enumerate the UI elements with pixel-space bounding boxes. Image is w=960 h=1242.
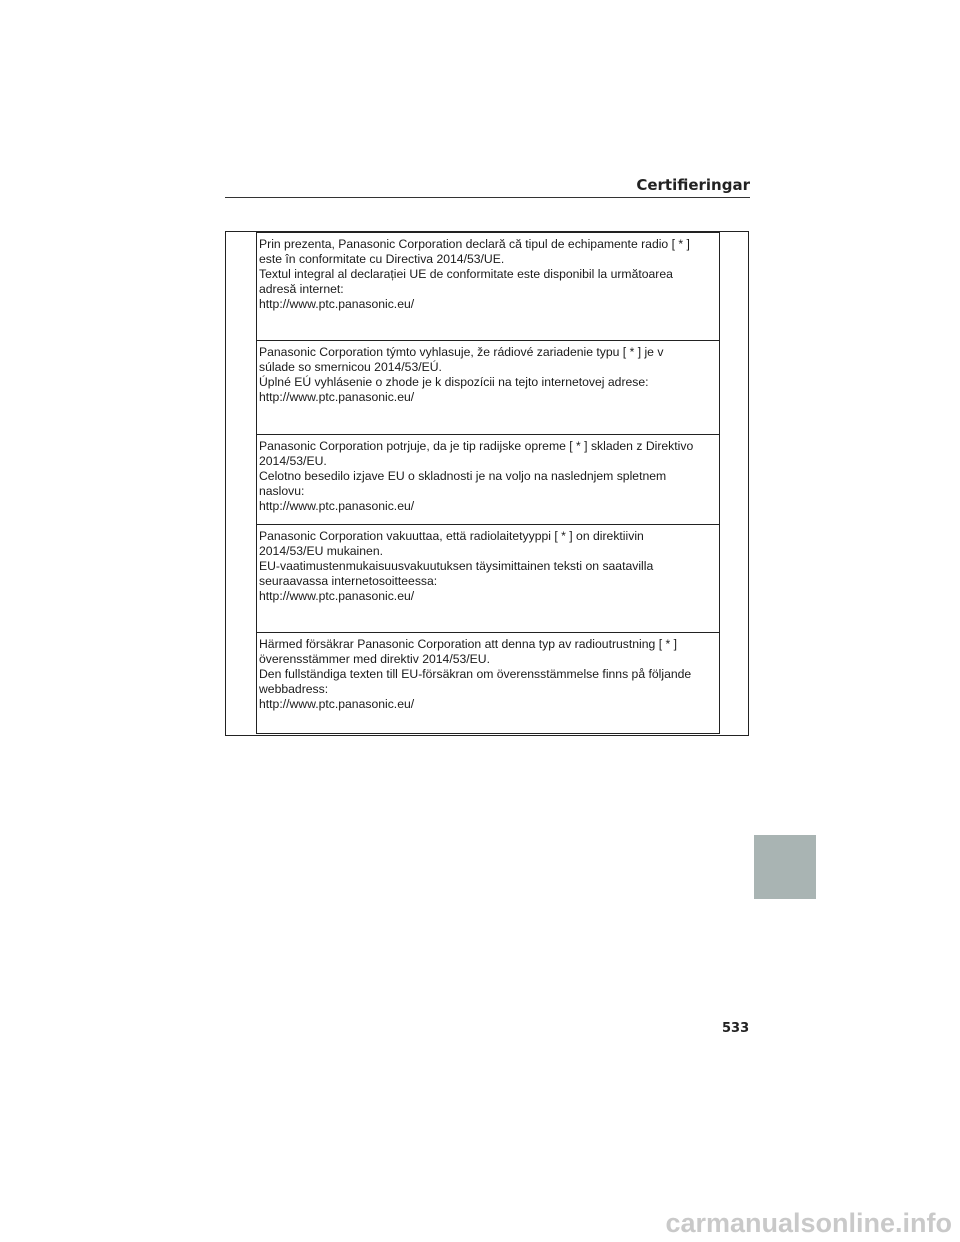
header-divider — [225, 197, 750, 198]
declaration-line: Celotno besedilo izjave EU o skladnosti je na voljo na naslednjem spletnem — [259, 469, 667, 483]
declaration-url: http://www.ptc.panasonic.eu/ — [259, 297, 415, 311]
declaration-cell-sk — [257, 340, 719, 434]
declaration-line: adresă internet: — [259, 282, 344, 296]
declaration-line: 2014/53/EU mukainen. — [259, 544, 383, 558]
declaration-table — [256, 232, 720, 734]
page-number: 533 — [722, 1021, 750, 1036]
declaration-cell-ro — [257, 233, 719, 340]
declaration-line: Härmed försäkrar Panasonic Corporation att denna typ av radioutrustning [ * ] — [259, 637, 677, 651]
declaration-cell-sv — [257, 632, 719, 732]
chapter-side-tab — [754, 835, 816, 899]
declaration-cell-fi — [257, 524, 719, 632]
declaration-url: http://www.ptc.panasonic.eu/ — [259, 390, 415, 404]
declaration-line: Textul integral al declarației UE de conformitate este disponibil la următoarea — [259, 267, 673, 281]
declaration-line: webbadress: — [259, 682, 329, 696]
declaration-cell-sl — [257, 434, 719, 524]
watermark-text: carmanualsonline.info — [665, 1208, 952, 1238]
declaration-url: http://www.ptc.panasonic.eu/ — [259, 697, 415, 711]
declaration-line: överensstämmer med direktiv 2014/53/EU. — [259, 652, 490, 666]
section-title: Certifieringar — [636, 176, 750, 194]
declaration-line: Prin prezenta, Panasonic Corporation declară că tipul de echipamente radio [ * ] — [259, 237, 690, 251]
declaration-line: seuraavassa internetosoitteessa: — [259, 574, 438, 588]
declaration-line: este în conformitate cu Directiva 2014/53/UE. — [259, 252, 505, 266]
declaration-url: http://www.ptc.panasonic.eu/ — [259, 589, 415, 603]
declaration-line: Panasonic Corporation týmto vyhlasuje, že rádiové zariadenie typu [ * ] je v — [259, 345, 664, 359]
declaration-url: http://www.ptc.panasonic.eu/ — [259, 499, 415, 513]
declaration-line: naslovu: — [259, 484, 305, 498]
declaration-line: 2014/53/EU. — [259, 454, 327, 468]
declaration-line: Úplné EÚ vyhlásenie o zhode je k dispozícii na tejto internetovej adrese: — [259, 375, 649, 389]
declaration-line: súlade so smernicou 2014/53/EÚ. — [259, 360, 442, 374]
declaration-line: EU-vaatimustenmukaisuusvakuutuksen täysimittainen teksti on saatavilla — [259, 559, 654, 573]
declaration-line: Panasonic Corporation potrjuje, da je tip radijske opreme [ * ] skladen z Direktivo — [259, 439, 694, 453]
declaration-line: Den fullständiga texten till EU-försäkran om överensstämmelse finns på följande — [259, 667, 692, 681]
declaration-line: Panasonic Corporation vakuuttaa, että radiolaitetyyppi [ * ] on direktiivin — [259, 529, 644, 543]
